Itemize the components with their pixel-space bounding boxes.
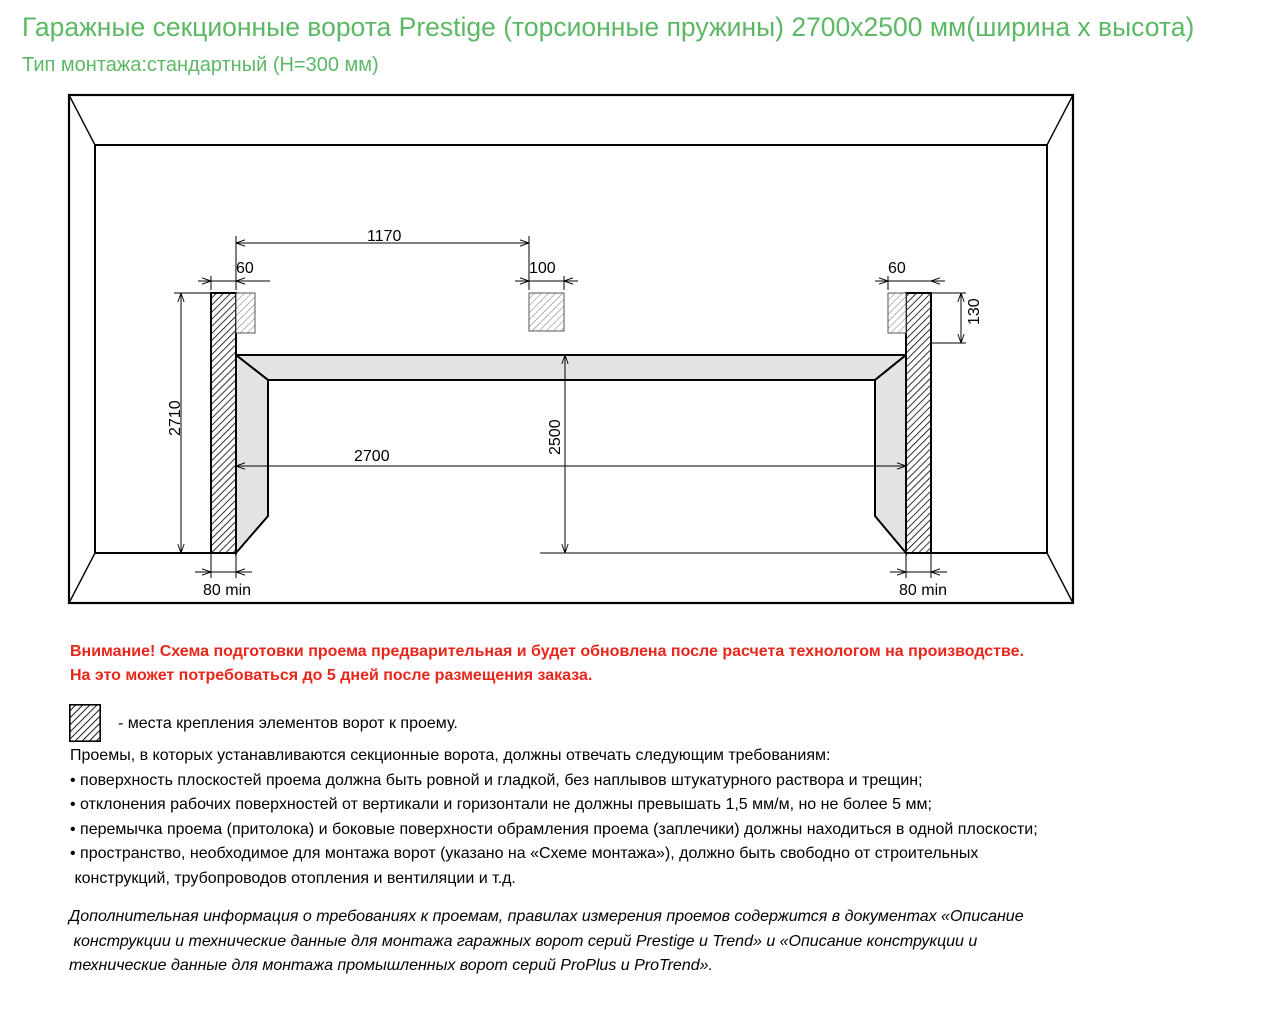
- requirements-block: [70, 744, 1220, 891]
- warning-line-2: На это может потребоваться до 5 дней после размещения заказа.: [70, 667, 593, 684]
- dim-label-center-100: 100: [529, 260, 556, 277]
- warning-block: [70, 640, 1024, 688]
- note-line: Дополнительная информация о требованиях к проемам, правилах измерения проемов содержится в документах «Описание: [69, 908, 1024, 925]
- dim-label-2500: 2500: [547, 419, 564, 455]
- requirement-item: • перемычка проема (притолока) и боковые поверхности обрамления проема (заплечики) должны находиться в одной плоскости;: [70, 820, 1038, 838]
- additional-info-note: [69, 905, 1219, 979]
- requirement-item: конструкций, трубопроводов отопления и вентиляции и т.д.: [70, 869, 516, 887]
- dim-label-130: 130: [966, 298, 983, 325]
- dim-label-2700: 2700: [354, 448, 390, 465]
- dim-label-right-60: 60: [888, 260, 906, 277]
- requirement-item: • поверхность плоскостей проема должна быть ровной и гладкой, без наплывов штукатурного раствора и трещин;: [70, 771, 923, 789]
- legend-text: - места крепления элементов ворот к проему.: [118, 715, 458, 732]
- door-frame: [236, 355, 906, 553]
- dim-label-1170: 1170: [367, 228, 402, 245]
- dim-label-80min-right: 80 min: [899, 582, 948, 599]
- requirement-item: • пространство, необходимое для монтажа ворот (указано на «Схеме монтажа»), должно быть свободно от строительных: [70, 845, 979, 862]
- note-line: конструкции и технические данные для монтажа гаражных ворот серий Prestige и Trend» и «Описание конструкции и: [69, 932, 978, 950]
- mounting-columns: [211, 293, 931, 553]
- dim-label-80min-left: 80 min: [203, 582, 252, 599]
- dimension-lines: [174, 236, 966, 578]
- warning-line-1: Внимание! Схема подготовки проема предварительная и будет обновлена после расчета технологом на производстве.: [70, 643, 1024, 660]
- legend-hatch-swatch: [69, 704, 101, 742]
- page-subtitle: Тип монтажа:стандартный (H=300 мм): [22, 54, 379, 76]
- requirements-intro: Проемы, в которых устанавливаются секционные ворота, должны отвечать следующим требованиям:: [70, 747, 831, 764]
- dim-label-2710: 2710: [167, 400, 184, 436]
- page-title: Гаражные секционные ворота Prestige (торсионные пружины) 2700х2500 мм(ширина х высота): [22, 12, 1195, 42]
- note-line: технические данные для монтажа промышленных ворот серий ProPlus и ProTrend».: [69, 957, 713, 974]
- requirement-item: • отклонения рабочих поверхностей от вертикали и горизонтали не должны превышать 1,5 мм/м, но не более 5 мм;: [70, 796, 932, 813]
- dim-label-left-60: 60: [236, 260, 254, 277]
